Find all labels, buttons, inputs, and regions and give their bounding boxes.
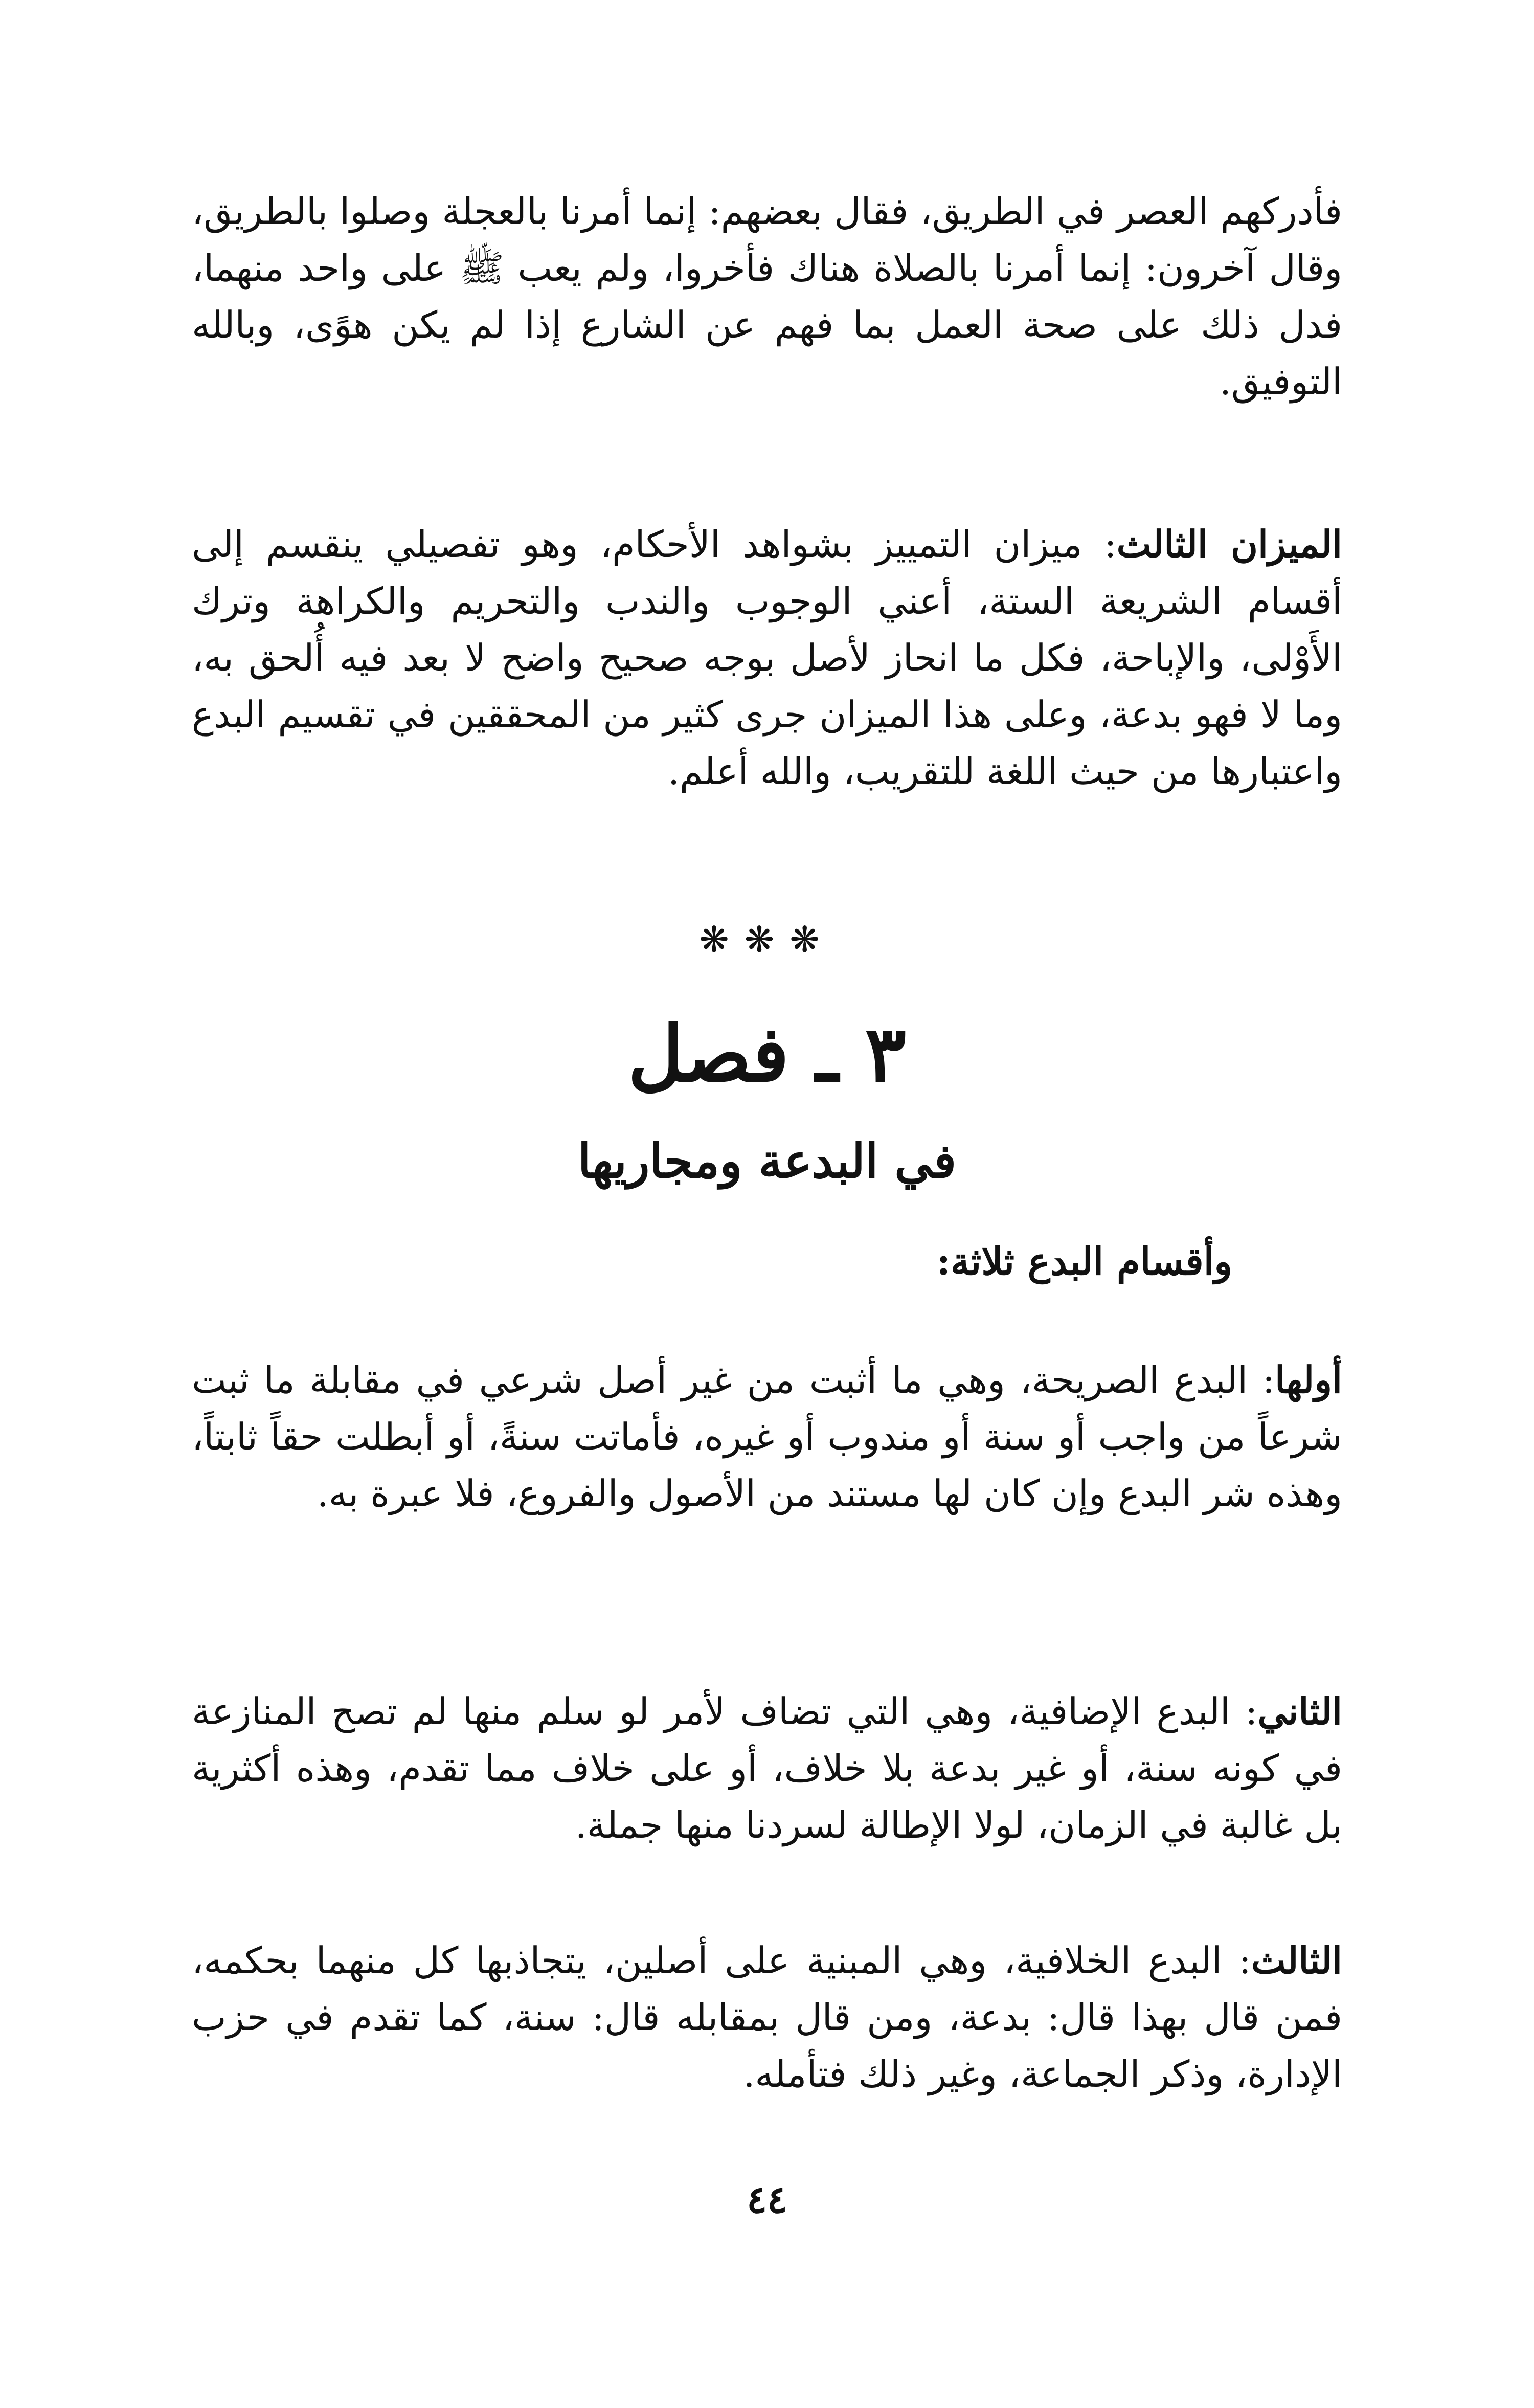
lead-separator: : xyxy=(1222,1939,1251,1982)
paragraph-second-type xyxy=(192,1683,1342,1854)
lead-separator: : xyxy=(1248,1358,1275,1401)
paragraph-lead-term: الميزان الثالث xyxy=(1116,522,1342,566)
section-separator-ornament: ❋❋❋ xyxy=(699,919,835,961)
paragraph-text: البدع الصريحة، وهي ما أثبت من غير أصل شرعي في مقابلة ما ثبت شرعاً من واجب أو سنة أو مندوب أو غيره، فأماتت سنةً، أو أبطلت حقاً ثابتاً، وهذه شر البدع وإن كان لها مستند من الأصول والفروع، فلا عبرة به. xyxy=(192,1358,1342,1515)
lead-separator: : xyxy=(1082,523,1117,566)
page-number: ٤٤ xyxy=(747,2178,787,2222)
section-heading: في البدعة ومجاريها xyxy=(577,1133,957,1189)
paragraph-text: ميزان التمييز بشواهد الأحكام، وهو تفصيلي ينقسم إلى أقسام الشريعة الستة، أعني الوجوب والندب والتحريم والكراهة وترك الأَوْلى، والإباحة، فكل ما انحاز لأصل بوجه صحيح واضح لا بعد فيه أُلحق به، وما لا فهو بدعة، وعلى هذا الميزان جرى كثير من المحققين في تقسيم البدع واعتبارها من حيث اللغة للتقريب، والله أعلم. xyxy=(192,523,1343,793)
chapter-title: ٣ ـ فصل xyxy=(627,1009,907,1099)
paragraph-text: فأدركهم العصر في الطريق، فقال بعضهم: إنما أمرنا بالعجلة وصلوا بالطريق، وقال آخرون: إنما أمرنا بالصلاة هناك فأخروا، ولم يعب ﷺ على واحد منهما، فدل ذلك على صحة العمل بما فهم عن الشارع إذا لم يكن هوًى، وبالله التوفيق. xyxy=(192,190,1342,403)
paragraph-third-scale xyxy=(192,516,1342,800)
paragraph-lead-term: الثاني xyxy=(1257,1689,1342,1733)
paragraph-text: البدع الإضافية، وهي التي تضاف لأمر لو سلم منها لم تصح المنازعة في كونه سنة، أو غير بدعة بلا خلاف، أو على خلاف مما تقدم، وهذه أكثرية بل غالبة في الزمان، لولا الإطالة لسردنا منها جملة. xyxy=(192,1690,1343,1846)
subheading: وأقسام البدع ثلاثة: xyxy=(936,1240,1232,1284)
paragraph-first-type xyxy=(192,1351,1342,1522)
lead-separator: : xyxy=(1230,1690,1258,1733)
paragraph-third-type xyxy=(192,1932,1342,2103)
paragraph-lead-term: أولها xyxy=(1275,1358,1342,1401)
paragraph-intro xyxy=(192,183,1342,410)
paragraph-text: البدع الخلافية، وهي المبنية على أصلين، يتجاذبها كل منهما بحكمه، فمن قال بهذا قال: بدعة، ومن قال بمقابله قال: سنة، كما تقدم في حزب الإدارة، وذكر الجماعة، وغير ذلك فتأمله. xyxy=(192,1939,1342,2095)
paragraph-lead-term: الثالث xyxy=(1251,1938,1342,1982)
